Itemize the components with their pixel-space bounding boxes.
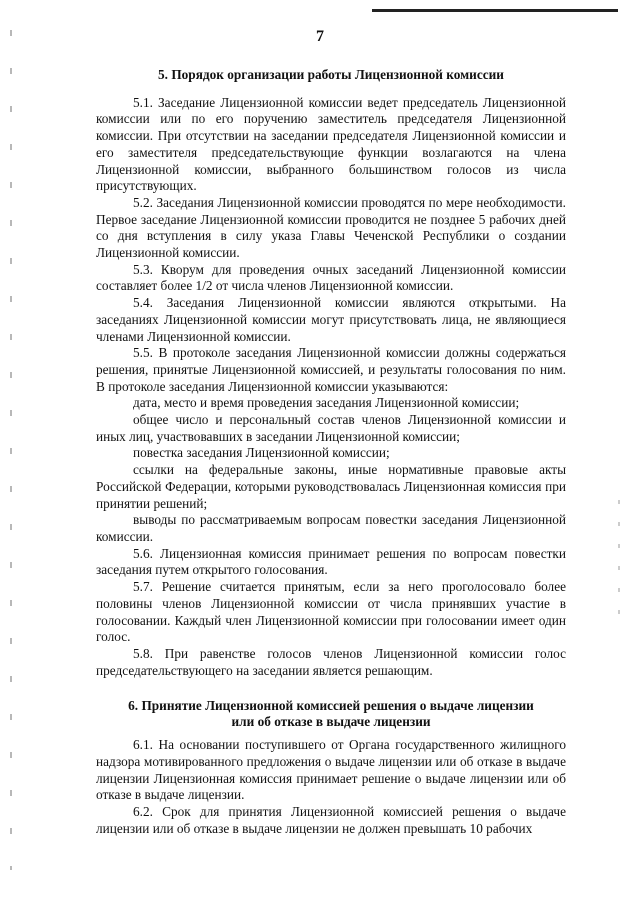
paragraph: 5.7. Решение считается принятым, если за него проголосовало более половины членов Лицензионной комиссии от числа принявших участие в голосовании. Каждый член Лицензионной комиссии при голосовании имеет один голос.: [96, 579, 566, 645]
paragraph: 5.4. Заседания Лицензионной комиссии являются открытыми. На заседаниях Лицензионной комиссии могут присутствовать лица, не являющиеся членами Лицензионной комиссии.: [96, 295, 566, 344]
paragraph: 5.1. Заседание Лицензионной комиссии ведет председатель Лицензионной комиссии или по его поручению заместитель председателя Лицензионной комиссии. При отсутствии на заседании председателя Лицензионной комиссии и его заместителя председательствующие функции возлагаются на члена Лицензионной комиссии, выбранного большинством голосов из числа присутствующих.: [96, 94, 566, 194]
section-5-heading: 5. Порядок организации работы Лицензионной комиссии: [158, 67, 504, 82]
document-body: [96, 67, 566, 838]
paragraph: 6.2. Срок для принятия Лицензионной комиссией решения о выдаче лицензии или об отказе в выдаче лицензии не должен превышать 10 рабочих: [96, 804, 566, 836]
paragraph: 5.8. При равенстве голосов членов Лицензионной комиссии голос председательствующего на заседании является решающим.: [96, 645, 566, 678]
top-rule-line: [372, 9, 618, 12]
page-number: 7: [316, 28, 324, 45]
scan-edge-marks-left: [10, 30, 12, 870]
scan-edge-marks-right: [618, 500, 620, 620]
paragraph: 5.2. Заседания Лицензионной комиссии проводятся по мере необходимости. Первое заседание Лицензионной комиссии проводится не позднее 5 рабочих дней со дня вступления в силу указа Главы Чеченской Республики о создании Лицензионной комиссии.: [96, 194, 566, 261]
section-6-heading-line-2: или об отказе в выдаче лицензии: [231, 713, 431, 729]
paragraph: повестка заседания Лицензионной комиссии;: [133, 445, 390, 461]
paragraph: 5.6. Лицензионная комиссия принимает решения по вопросам повестки заседания путем открытого голосования.: [96, 545, 566, 578]
section-6-heading-line-1: 6. Принятие Лицензионной комиссией решения о выдаче лицензии: [128, 698, 534, 714]
section-6-body: [96, 737, 566, 837]
paragraph: 6.1. На основании поступившего от Органа государственного жилищного надзора мотивированного предложения о выдаче лицензии или об отказе в выдаче лицензии Лицензионная комиссия принимает решение о выдаче лицензии или об отказе в выдаче лицензии.: [96, 737, 566, 803]
paragraph: дата, место и время проведения заседания Лицензионной комиссии;: [133, 395, 520, 411]
paragraph: 5.5. В протоколе заседания Лицензионной комиссии должны содержаться решения, принятые Лицензионной комиссией, и результаты голосования по ним. В протоколе заседания Лицензионной комиссии указываются:: [96, 345, 566, 394]
section-5-body: [96, 95, 566, 680]
paragraph: общее число и персональный состав членов Лицензионной комиссии и иных лиц, участвовавших в заседании Лицензионной комиссии;: [96, 412, 566, 444]
section-6-heading: [96, 698, 566, 729]
paragraph: 5.3. Кворум для проведения очных заседаний Лицензионной комиссии составляет более 1/2 от числа членов Лицензионной комиссии.: [96, 261, 566, 294]
paragraph: выводы по рассматриваемым вопросам повестки заседания Лицензионной комиссии.: [96, 512, 566, 544]
paragraph: ссылки на федеральные законы, иные нормативные правовые акты Российской Федерации, которыми руководствовалась Лицензионная комиссия при принятии решений;: [96, 462, 566, 511]
